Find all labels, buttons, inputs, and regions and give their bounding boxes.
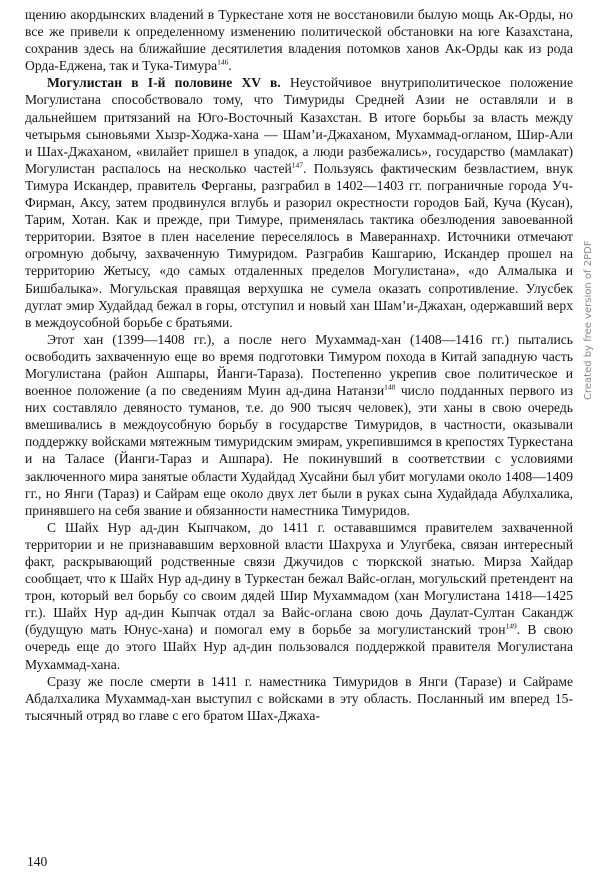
page-number: 140 [27,854,48,869]
paragraph-after-death: Сразу же после смерти в 1411 г. наместника Тимуридов в Янги (Таразе) и Сайраме Абдалхалика Мухаммад-хан выступил с войсками в эту область. Посланный им вперед 15-тысячный отряд во главе с его братом Шах-Джаха- [25,673,573,723]
footnote-ref-146: 146 [217,57,229,67]
watermark-text: Created by free version of 2PDF [583,240,594,400]
footnote-ref-149: 149 [505,621,517,631]
footnote-ref-147: 147 [291,160,304,170]
paragraph-khan-reign: Этот хан (1399—1408 гг.), а после него Мухаммад-хан (1408—1416 гг.) пытались освободить захваченную еще во время подготовки Тимуром похода в Китай западную часть Могулистана (район Ашпары, Йанги-Тараза). Постепенно укрепив свое политическое и военное положение (а по сведениям Муин ад-дина Натанзи$^{148}$ число подданных первого из них составляло девяносто туманов, т.е. до 900 тысяч человек), эти ханы в свою очередь вмешивались в междоусобную борьбу в государстве Тимуридов, в частности, оказывали поддержку войсками мятежным тимуридским эмирам, укрепившимся в крепостях Туркестана и на Таласе (Йанги-Тараз и Ашпара). Не покинувший в соответствии с условиями заключенного мира занятые области Худайдад Хусайни был убит могулами около 1408—1409 гг., но Янги (Тараз) и Сайрам еще около двух лет были в руках сына Худайдада Абулхалика, принявшего на себя звание и обязанности наместника Тимуридов. [25,331,573,518]
page-text-block [25,6,573,724]
footnote-ref-148: 148 [384,382,396,392]
paragraph-continuation: щению акордынских владений в Туркестане хотя не восстановили былую мощь Ак-Орды, но все же привели к определенному изменению политической обстановки на юге Казахстана, сохранив здесь на ближайшие десятилетия владения потомков ханов Ак-Орды как из рода Орда-Еджена, так и Тука-Тимура$^{146}$. [25,7,573,74]
paragraph-shaikh-nur-ad-din: С Шайх Нур ад-дин Кыпчаком, до 1411 г. остававшимся правителем захваченной территории и не признававшим верховной власти Шахруха и Улугбека, связан интересный факт, раскрывающий родственные связи Джучидов с тюркской знатью. Мирза Хайдар сообщает, что к Шайх Нур ад-дину в Туркестан бежал Вайс-оглан, могульский претендент на трон, который вел борьбу со своим дядей Шир Мухаммадом (хан Могулистана 1418—1425 гг.). Шайх Нур ад-дин Кыпчак отдал за Вайс-оглана свою дочь Даулат-Султан Сакандж (будущую мать Юнус-хана) и помогал ему в борьбе за могулистанский трон$^{149}$. В свою очередь еще до этого Шайх Нур ад-дин пользовался поддержкой правителя Могулистана Мухаммад-хана. [25,519,574,672]
paragraph-mogulistan-section: Могулистан в I-й половине XV в. Неустойчивое внутриполитическое положение Могулистана способствовало тому, что Тимуриды Средней Азии не оставляли и в дальнейшем притязаний на Юго-Восточный Казахстан. В итоге борьбы за власть между четырьмя сыновьями Хызр-Ходжа-хана — Шам’и-Джаханом, Мухаммад-огланом, Шир-Али и Шах-Джаханом, «вилайет пришел в упадок, а люди разбежались», государство (мамлакат) Могулистан распалось на несколько частей$^{147}$. Пользуясь фактическим безвластием, внук Тимура Искандер, правитель Ферганы, разграбил в 1402—1403 гг. пограничные города Уч-Фирман, Аксу, затем продвинулся вглубь и разорил окрестности городов Бай, Куча (Кусан), Тарим, Хотан. Как и прежде, при Тимуре, применялась тактика обезлюдения завоеванной территории. Взятое в плен население переселялось в Мавераннахр. Источники отмечают огромную добычу, захваченную Тимуридом. Разграбив Кашгарию, Искандер прошел на территорию Жетысу, «до самых отдаленных пределов Могулистана», «до Алмалыка и Бишбалыка». Могульская правящая верхушка не сумела оказать сопротивление. Улусбек дуглат эмир Худайдад бежал в горы, отступил и новый хан Шам’и-Джахан, одержавший верх в междоусобной борьбе с братьями. [25,75,573,330]
section-heading: Могулистан в I-й половине XV в. [47,75,281,91]
